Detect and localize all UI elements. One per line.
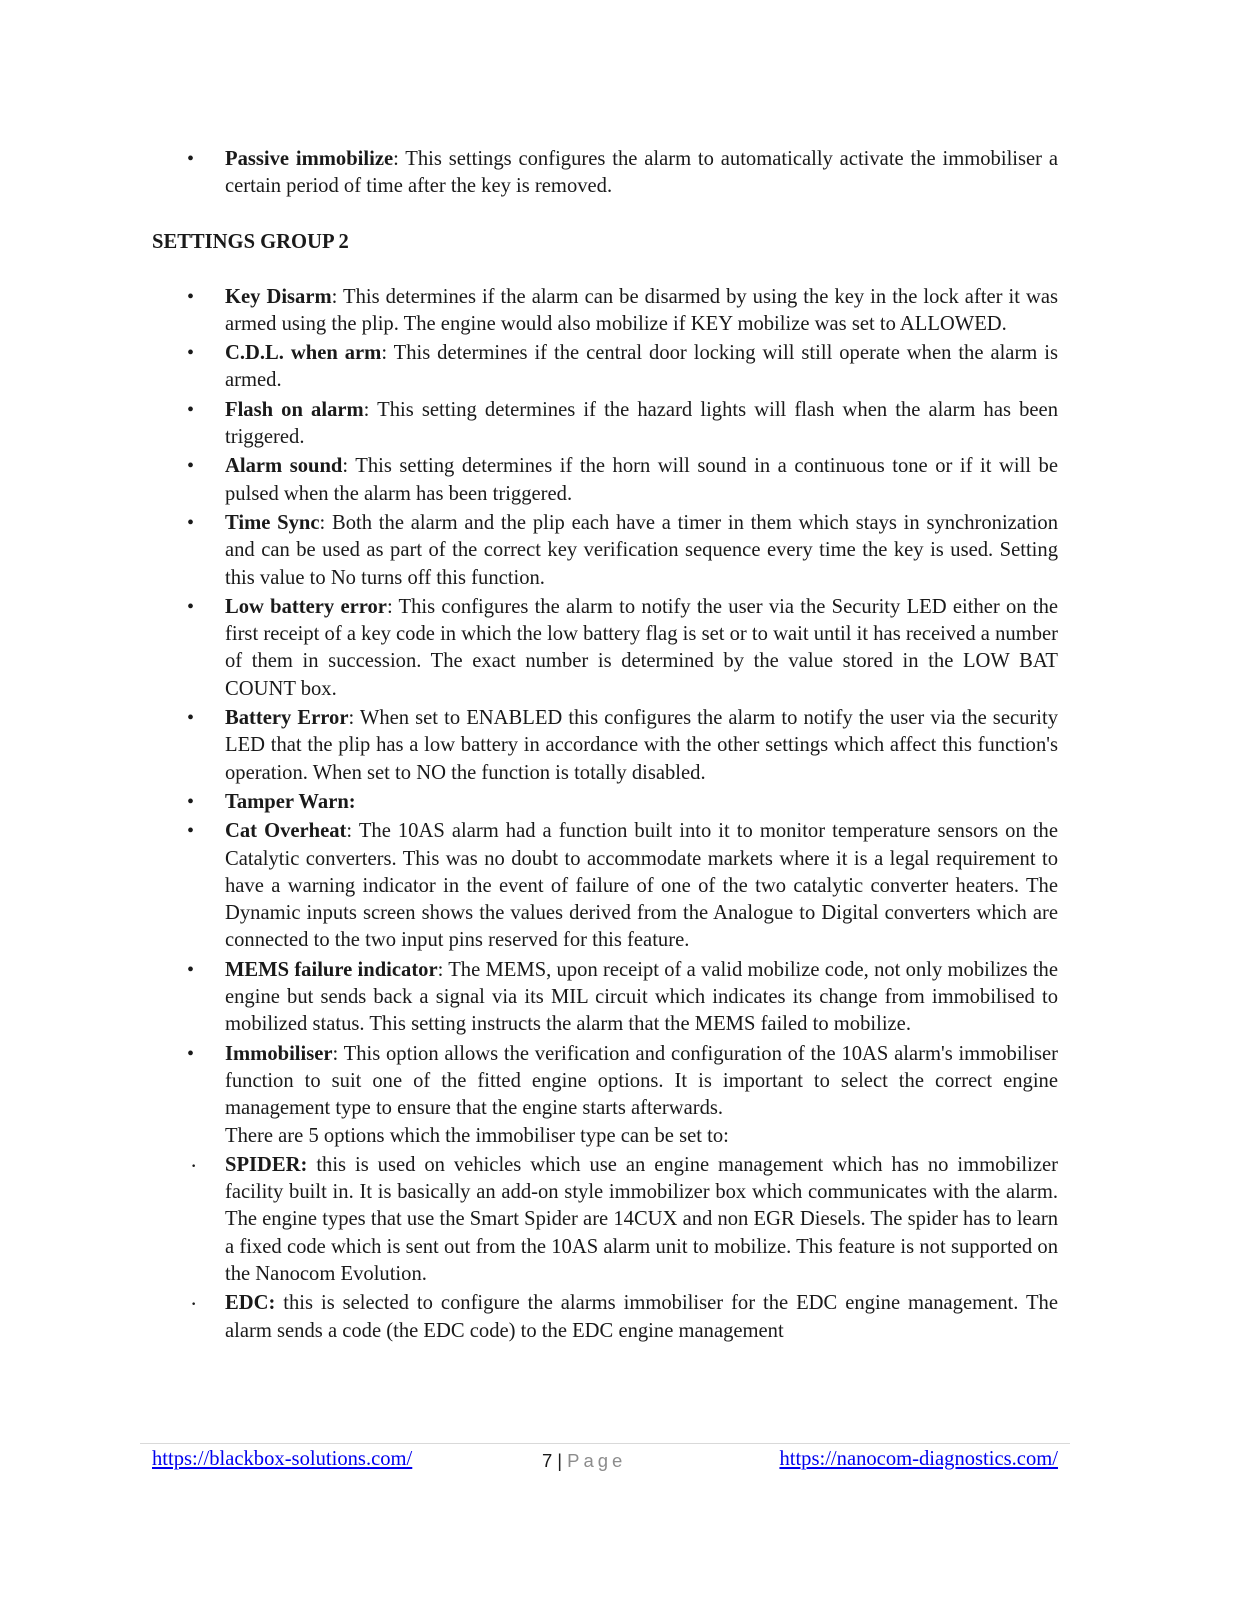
list-item bbox=[152, 818, 1058, 954]
list-item bbox=[152, 705, 1058, 787]
sub-list-item bbox=[152, 1290, 1058, 1345]
item-text: : This option allows the verification and configuration of the 10AS alarm's immobiliser function to suit one of the fitted engine options. It is important to select the correct engine management type to ensure that the engine starts afterwards. bbox=[225, 1042, 1058, 1120]
item-text: : This determines if the central door locking will still operate when the alarm is armed. bbox=[225, 342, 1058, 392]
list-item bbox=[152, 146, 1058, 201]
item-term: Tamper Warn: bbox=[225, 790, 356, 813]
item-text: this is selected to configure the alarms immobiliser for the EDC engine management. The alarm sends a code (the EDC code) to the EDC engine management bbox=[225, 1292, 1058, 1342]
list-item bbox=[152, 284, 1058, 339]
item-term: Passive immobilize bbox=[225, 148, 394, 170]
page-footer bbox=[0, 1448, 1236, 1478]
list-item bbox=[152, 789, 1058, 816]
page-label: Page bbox=[567, 1450, 627, 1471]
list-item bbox=[152, 340, 1058, 395]
item-text: this is used on vehicles which use an engine management which has no immobilizer facility built in. It is basically an add-on style immobilizer box which communicates with the alarm. The engine types that use the Smart Spider are 14CUX and non EGR Diesels. The spider has to learn a fixed code which is sent out from the 10AS alarm unit to mobilize. This feature is not supported on the Nanocom Evolution. bbox=[225, 1153, 1058, 1285]
sub-list-item bbox=[152, 1152, 1058, 1288]
top-bullet-list bbox=[152, 146, 1058, 201]
item-term: Key Disarm bbox=[225, 285, 332, 308]
item-term: EDC: bbox=[225, 1292, 276, 1315]
item-text: : This determines if the alarm can be disarmed by using the key in the lock after it was armed using the plip. The engine would also mobilize if KEY mobilize was set to ALLOWED. bbox=[225, 285, 1058, 335]
section-heading: SETTINGS GROUP 2 bbox=[152, 230, 349, 253]
page-number-block bbox=[542, 1450, 626, 1472]
item-term: MEMS failure indicator bbox=[225, 958, 438, 981]
item-text: : The 10AS alarm had a function built into it to monitor temperature sensors on the Catalytic converters. This was no doubt to accommodate markets where it is a legal requirement to have a warning indicator in the event of failure of one of the two catalytic converter heaters. The Dynamic inputs screen shows the values derived from the Analogue to Digital converters which are connected to the two input pins reserved for this feature. bbox=[225, 820, 1058, 952]
item-term: C.D.L. when arm bbox=[225, 342, 382, 365]
item-term: Flash on alarm bbox=[225, 398, 364, 421]
item-text: : When set to ENABLED this configures the alarm to notify the user via the security LED that the plip has a low battery in accordance with the other settings which affect this function's operation. When set to NO the function is totally disabled. bbox=[225, 707, 1058, 784]
item-text: : This configures the alarm to notify the user via the Security LED either on the first receipt of a key code in which the low battery flag is set or to wait until it has received a number of them in succession. The exact number is determined by the value stored in the LOW BAT COUNT box. bbox=[225, 595, 1059, 700]
page-number: 7 bbox=[542, 1450, 553, 1471]
list-item bbox=[152, 1041, 1058, 1150]
item-text: : This setting determines if the hazard lights will flash when the alarm has been triggered. bbox=[225, 398, 1058, 449]
page-separator: | bbox=[557, 1450, 563, 1471]
nanocom-diagnostics-link[interactable]: https://nanocom-diagnostics.com/ bbox=[779, 1448, 1058, 1470]
item-text: : This settings configures the alarm to automatically activate the immobiliser a certain period of time after the key is removed. bbox=[225, 148, 1058, 198]
list-item bbox=[152, 510, 1058, 592]
item-text: : This setting determines if the horn will sound in a continuous tone or if it will be pulsed when the alarm has been triggered. bbox=[225, 455, 1058, 505]
item-term: Immobiliser bbox=[225, 1042, 333, 1065]
item-term: Battery Error bbox=[225, 707, 349, 730]
item-term: Time Sync bbox=[225, 511, 320, 534]
list-item bbox=[152, 453, 1058, 508]
document-body bbox=[152, 146, 1058, 1347]
item-extra-text: There are 5 options which the immobiliser type can be set to: bbox=[225, 1124, 729, 1147]
list-item bbox=[152, 594, 1058, 703]
item-term: Low battery error bbox=[225, 595, 387, 618]
item-term: Cat Overheat bbox=[225, 820, 347, 843]
item-text: : Both the alarm and the plip each have a timer in them which stays in synchronization and can be used as part of the correct key verification sequence every time the key is used. Setting this value to No turns off this function. bbox=[225, 511, 1059, 589]
footer-divider bbox=[140, 1443, 1070, 1444]
blackbox-solutions-link[interactable]: https://blackbox-solutions.com/ bbox=[152, 1448, 413, 1470]
list-item bbox=[152, 397, 1058, 452]
item-text: : The MEMS, upon receipt of a valid mobilize code, not only mobilizes the engine but sends back a signal via its MIL circuit which indicates its change from immobilised to mobilized status. This setting instructs the alarm that the MEMS failed to mobilize. bbox=[225, 958, 1058, 1036]
list-item bbox=[152, 957, 1058, 1039]
item-term: SPIDER: bbox=[225, 1153, 308, 1176]
item-term: Alarm sound bbox=[225, 455, 343, 478]
settings-bullet-list bbox=[152, 284, 1058, 1345]
